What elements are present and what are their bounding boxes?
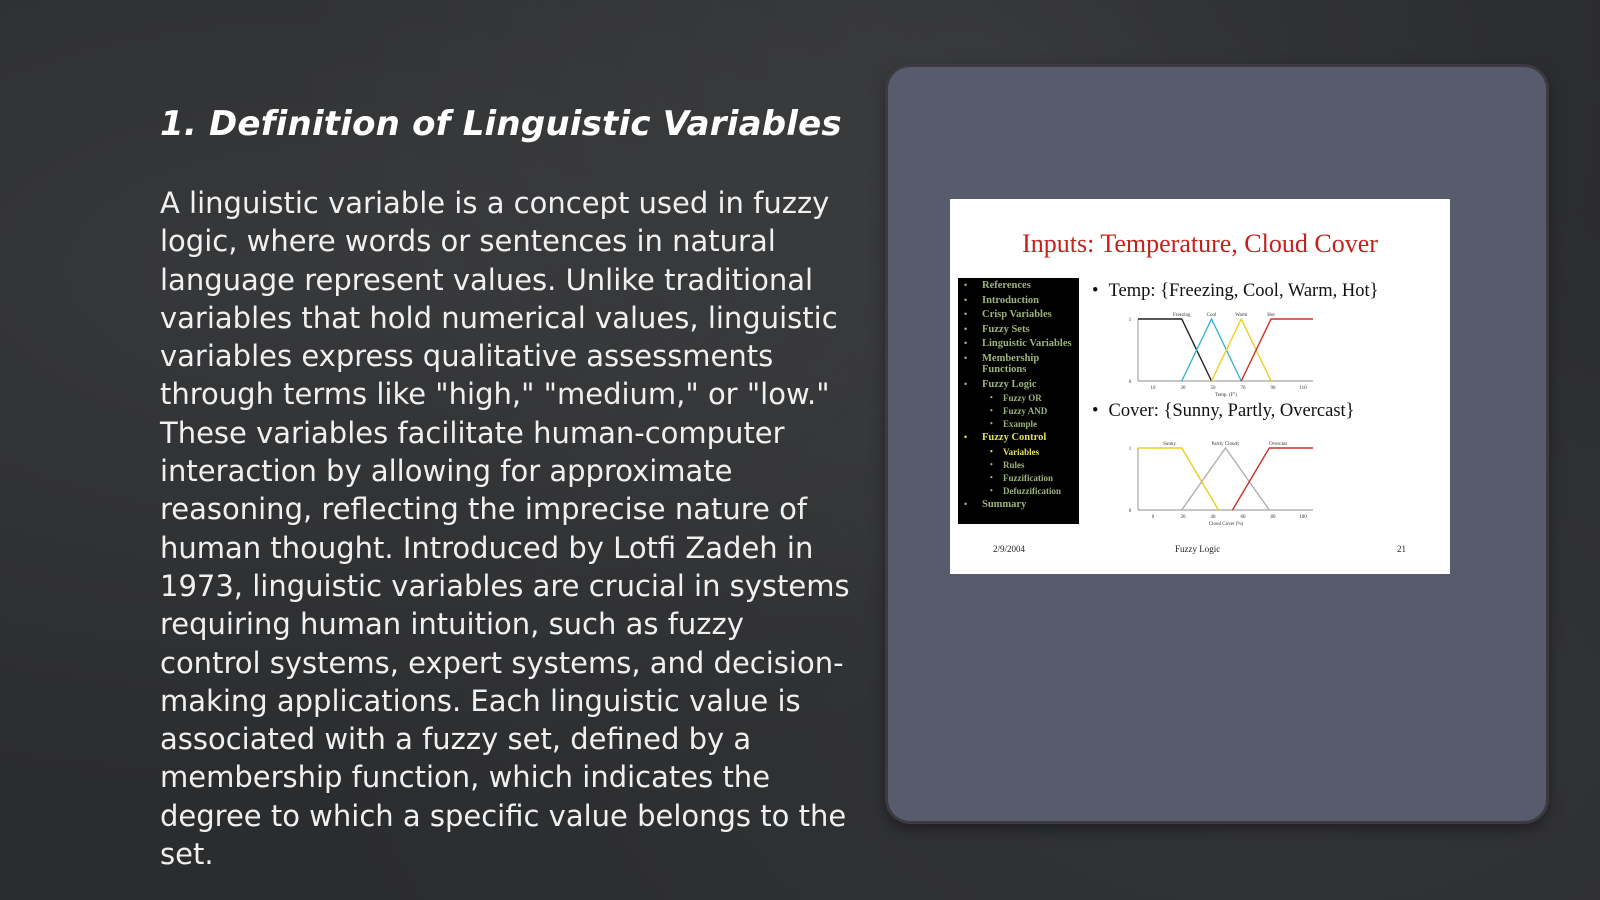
body-paragraph: A linguistic variable is a concept used in fuzzy logic, where words or sentences in natural language represent values. Unlike traditional variables that hold numerical values, linguistic variables express qualitative assessments through terms like "high," "medium," or "low." These variables facilitate human-computer interaction by allowing for approximate reasoning, reflecting the imprecise nature of human thought. Introduced by Lotfi Zadeh in 1973, linguistic variables are crucial in systems requiring human intuition, such as fuzzy control systems, expert systems, and decision-making applications. Each linguistic value is associated with a fuzzy set, defined by a membership function, which indicates the degree to which a specific value belongs to the set. [160, 186, 850, 872]
membership-curve [1182, 448, 1270, 510]
y-tick-label: 0 [1128, 380, 1132, 385]
temp-bullet: • Temp: {Freezing, Cool, Warm, Hot} [1092, 281, 1379, 301]
term-label: Cool [1206, 313, 1217, 318]
membership-curve [1233, 448, 1314, 510]
temp-bullet-text: Temp: {Freezing, Cool, Warm, Hot} [1108, 281, 1379, 301]
slide-nav-item: • Defuzzification [958, 486, 1079, 497]
slide-nav-item: • Crisp Variables [958, 309, 1079, 321]
x-tick-label: 60 [1240, 515, 1246, 520]
embedded-slide-title: Inputs: Temperature, Cloud Cover [1022, 229, 1378, 258]
x-tick-label: 80 [1270, 515, 1276, 520]
slide-nav-item: • Membership Functions [958, 353, 1079, 376]
term-label: Warm [1235, 313, 1248, 318]
x-axis-label: Cloud Cover (%) [1208, 522, 1244, 527]
term-label: Sunny [1163, 442, 1176, 447]
term-label: Hot [1267, 313, 1275, 318]
slide-nav-item: • References [958, 280, 1079, 292]
slide-nav-panel [958, 278, 1079, 524]
x-tick-label: 110 [1299, 386, 1307, 391]
membership-curve [1212, 319, 1272, 381]
embedded-slide-image [950, 199, 1450, 574]
slide-nav-item: • Fuzzification [958, 473, 1079, 484]
slide-nav-item: • Fuzzy AND [958, 406, 1079, 417]
membership-curve [1138, 319, 1212, 381]
x-tick-label: 20 [1180, 515, 1186, 520]
slide-footer-page: 21 [1397, 544, 1406, 554]
y-tick-label: 1 [1128, 447, 1132, 452]
slide-nav-item: • Linguistic Variables [958, 338, 1079, 350]
slide-heading: 1. Definition of Linguistic Variables [160, 104, 842, 144]
x-tick-label: 100 [1299, 515, 1307, 520]
slide-nav-item: • Variables [958, 447, 1079, 458]
x-tick-label: 90 [1270, 386, 1276, 391]
slide-nav-item: • Fuzzy Logic [958, 379, 1079, 391]
term-label: Overcast [1269, 442, 1287, 447]
slide-nav-item: • Fuzzy Control [958, 432, 1079, 444]
membership-curve [1182, 319, 1242, 381]
x-tick-label: 40 [1210, 515, 1216, 520]
x-axis-label: Temp. (F°) [1215, 393, 1237, 397]
term-label: Freezing [1173, 313, 1191, 318]
y-tick-label: 0 [1128, 509, 1132, 514]
x-tick-label: 50 [1210, 386, 1216, 391]
temp-membership-chart [1118, 307, 1318, 397]
y-tick-label: 1 [1128, 318, 1132, 323]
slide-nav-item: • Fuzzy OR [958, 393, 1079, 404]
x-tick-label: 30 [1180, 386, 1186, 391]
x-tick-label: 10 [1150, 386, 1156, 391]
slide-nav-item: • Introduction [958, 295, 1079, 307]
x-tick-label: 0 [1151, 515, 1155, 520]
term-label: Partly Cloudy [1211, 442, 1240, 447]
membership-curve [1241, 319, 1313, 381]
slide-nav-item: • Example [958, 419, 1079, 430]
slide-nav-item: • Rules [958, 460, 1079, 471]
slide-nav-item: • Summary [958, 499, 1079, 511]
cover-bullet: • Cover: {Sunny, Partly, Overcast} [1092, 401, 1355, 421]
slide-footer-title: Fuzzy Logic [1175, 544, 1221, 554]
cover-bullet-text: Cover: {Sunny, Partly, Overcast} [1108, 401, 1355, 421]
cover-membership-chart [1118, 436, 1318, 528]
x-tick-label: 70 [1240, 386, 1246, 391]
slide-nav-item: • Fuzzy Sets [958, 324, 1079, 336]
membership-curve [1138, 448, 1219, 510]
slide-footer-date: 2/9/2004 [993, 544, 1026, 554]
